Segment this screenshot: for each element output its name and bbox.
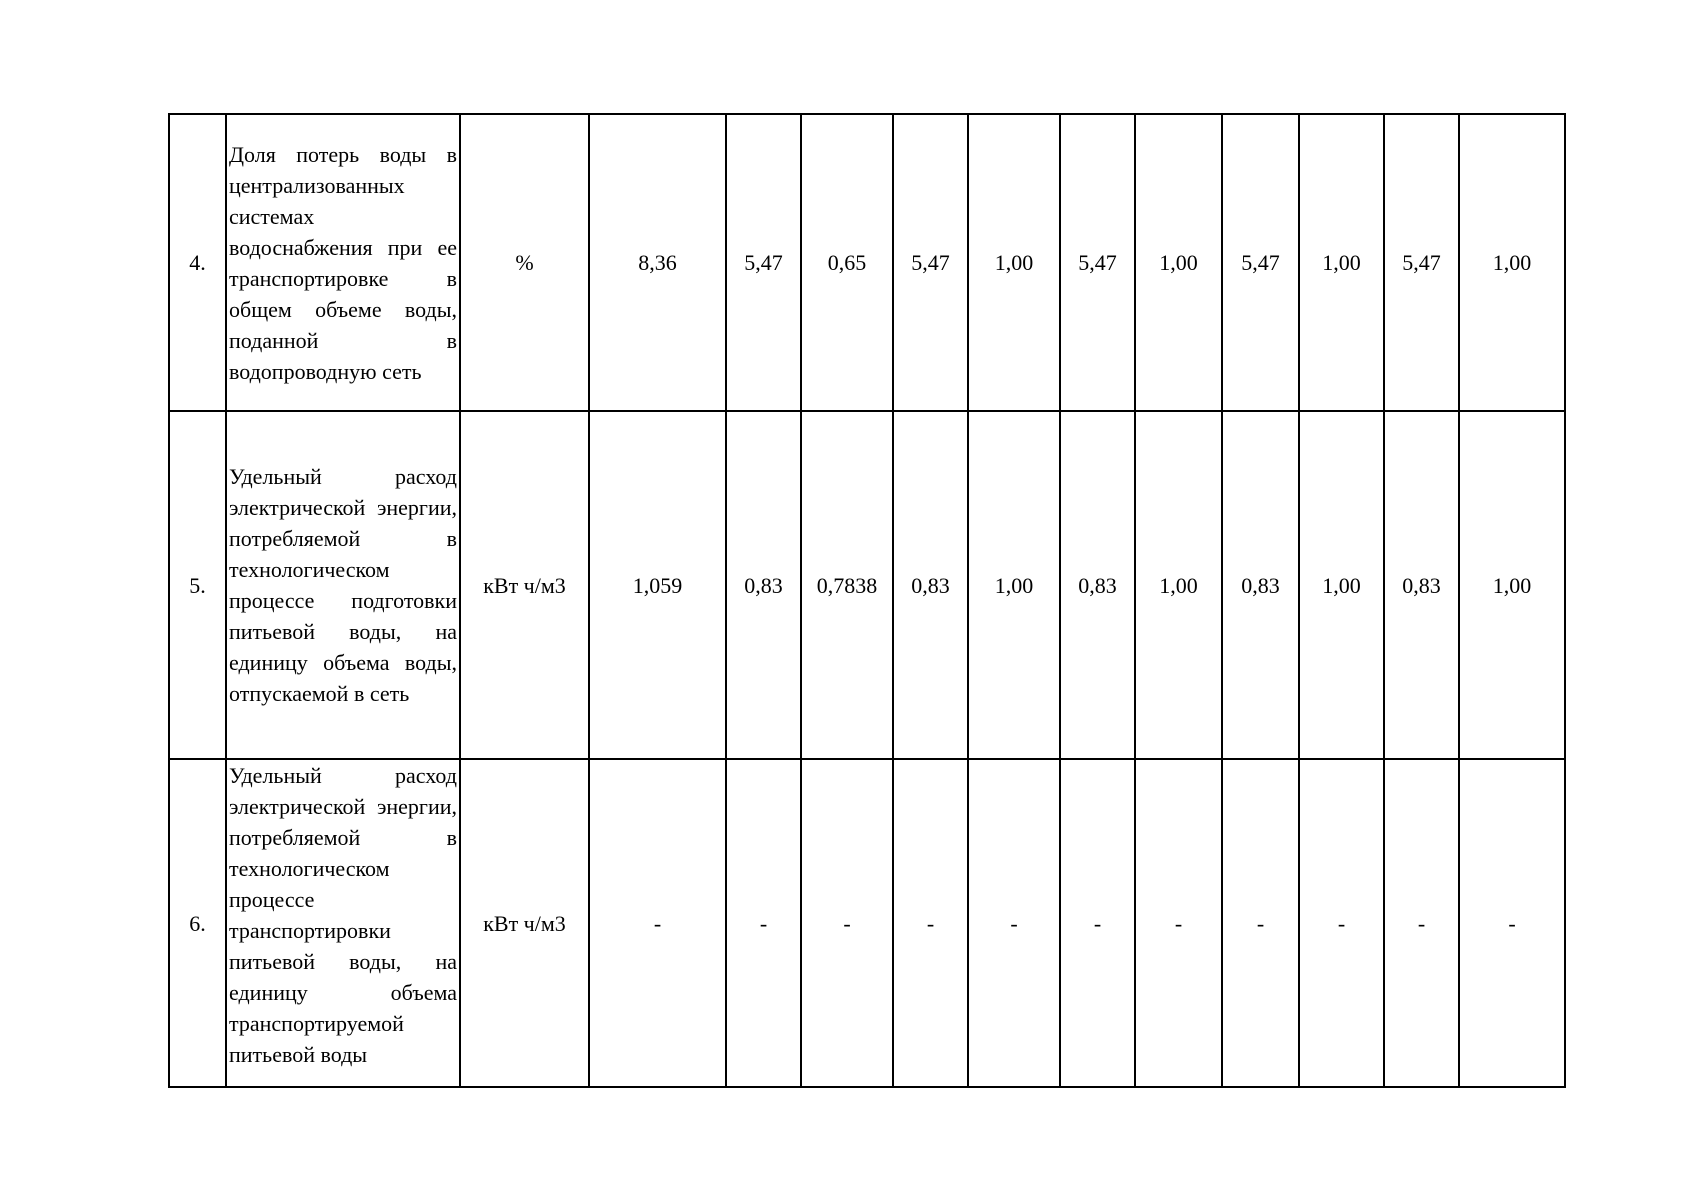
table-row [169, 114, 1565, 411]
value-cell: - [1459, 759, 1565, 1087]
unit-cell: кВт ч/м3 [460, 411, 589, 759]
value-cell: 1,00 [1459, 114, 1565, 411]
value-cell: 5,47 [726, 114, 801, 411]
value-cell: 0,83 [1060, 411, 1135, 759]
value-cell: - [589, 759, 726, 1087]
value-cell: 1,00 [1299, 114, 1384, 411]
value-cell: 0,65 [801, 114, 893, 411]
value-cell: 1,059 [589, 411, 726, 759]
value-cell: 5,47 [1384, 114, 1459, 411]
indicator-description: Удельный расход электрической энергии, потребляемой в технологическом процессе транспортировки питьевой воды, на единицу объема транспортируемой питьевой воды [226, 759, 460, 1087]
row-number: 6. [169, 759, 226, 1087]
value-cell: - [1384, 759, 1459, 1087]
value-cell: - [1222, 759, 1299, 1087]
value-cell: 0,83 [1384, 411, 1459, 759]
value-cell: - [893, 759, 968, 1087]
unit-cell: % [460, 114, 589, 411]
value-cell: 1,00 [1299, 411, 1384, 759]
value-cell: 1,00 [968, 114, 1060, 411]
value-cell: - [801, 759, 893, 1087]
value-cell: 0,7838 [801, 411, 893, 759]
value-cell: - [1299, 759, 1384, 1087]
value-cell: 0,83 [893, 411, 968, 759]
indicator-description: Удельный расход электрической энергии, потребляемой в технологическом процессе подготовки питьевой воды, на единицу объема воды, отпускаемой в сеть [226, 411, 460, 759]
value-cell: 5,47 [893, 114, 968, 411]
unit-cell: кВт ч/м3 [460, 759, 589, 1087]
value-cell: 0,83 [1222, 411, 1299, 759]
indicator-description: Доля потерь воды в централизованных системах водоснабжения при ее транспортировке в общем объеме воды, поданной в водопроводную сеть [226, 114, 460, 411]
value-cell: 1,00 [1135, 411, 1222, 759]
value-cell: 5,47 [1222, 114, 1299, 411]
value-cell: - [1060, 759, 1135, 1087]
value-cell: - [968, 759, 1060, 1087]
row-number: 4. [169, 114, 226, 411]
indicators-table [168, 113, 1566, 1088]
table-row [169, 759, 1565, 1087]
value-cell: 5,47 [1060, 114, 1135, 411]
table-row [169, 411, 1565, 759]
value-cell: - [1135, 759, 1222, 1087]
value-cell: 1,00 [1135, 114, 1222, 411]
value-cell: 1,00 [1459, 411, 1565, 759]
row-number: 5. [169, 411, 226, 759]
value-cell: - [726, 759, 801, 1087]
value-cell: 0,83 [726, 411, 801, 759]
value-cell: 8,36 [589, 114, 726, 411]
value-cell: 1,00 [968, 411, 1060, 759]
